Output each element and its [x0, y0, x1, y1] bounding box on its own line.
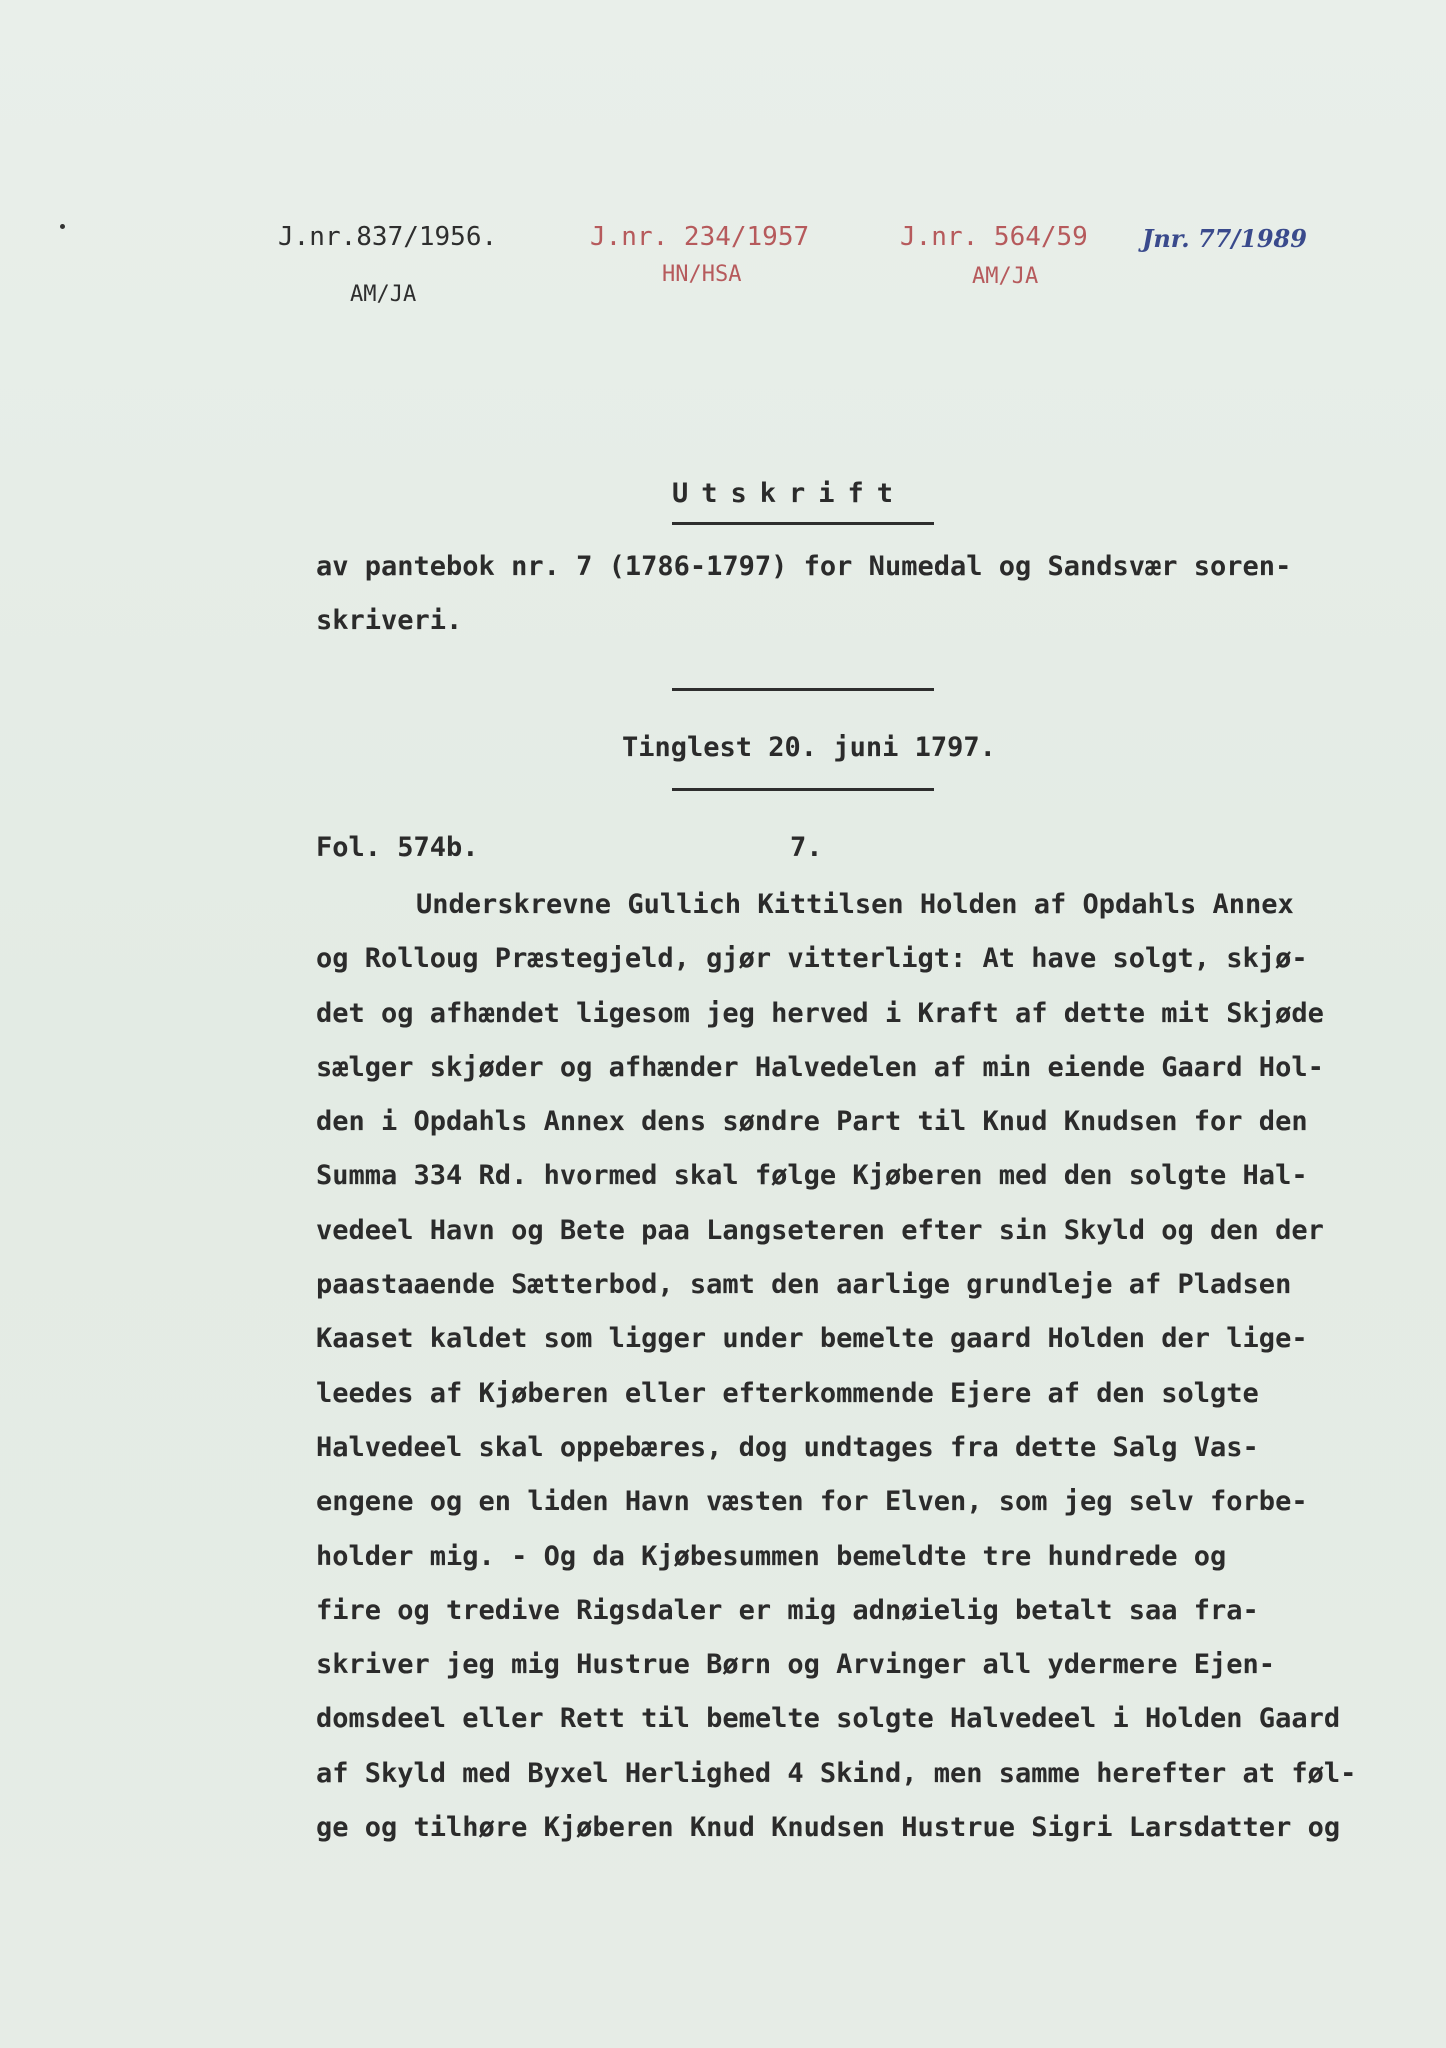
subtitle	[316, 540, 1386, 649]
text-line: den i Opdahls Annex dens søndre Part til Knud Knudsen for den	[316, 1106, 1308, 1138]
text-line: Halvedeel skal oppebæres, dog undtages fra dette Salg Vas-	[316, 1431, 1259, 1463]
text-line: holder mig. - Og da Kjøbesummen bemeldte tre hundrede og	[316, 1540, 1227, 1572]
text-line: Kaaset kaldet som ligger under bemelte gaard Holden der lige-	[316, 1323, 1308, 1355]
deed-text	[316, 878, 1386, 1855]
margin-mark	[60, 224, 65, 229]
journal-ref-1957-initials: HN/HSA	[662, 262, 742, 287]
text-line: af Skyld med Byxel Herlighed 4 Skind, men samme herefter at føl-	[316, 1757, 1357, 1789]
text-line: paastaaende Sætterbod, samt den aarlige grundleje af Pladsen	[316, 1269, 1292, 1301]
text-line: fire og tredive Rigsdaler er mig adnøielig betalt saa fra-	[316, 1594, 1259, 1626]
text-line: det og afhændet ligesom jeg herved i Kraft af dette mit Skjøde	[316, 997, 1324, 1029]
text-line: og Rolloug Præstegjeld, gjør vitterligt: At have solgt, skjø-	[316, 943, 1308, 975]
text-line: ge og tilhøre Kjøberen Knud Knudsen Hustrue Sigri Larsdatter og	[316, 1812, 1341, 1844]
text-line: engene og en liden Havn væsten for Elven, som jeg selv forbe-	[316, 1486, 1308, 1518]
divider-top	[672, 688, 934, 691]
folio-number: Fol. 574b.	[316, 832, 479, 863]
subtitle-line: skriveri.	[316, 605, 463, 637]
text-line: Summa 334 Rd. hvormed skal følge Kjøberen med den solgte Hal-	[316, 1160, 1308, 1192]
subtitle-line: av pantebok nr. 7 (1786-1797) for Numedal og Sandsvær soren-	[316, 551, 1292, 582]
registration-date: Tinglest 20. juni 1797.	[622, 732, 996, 763]
divider-bottom	[672, 788, 934, 791]
entry-number: 7.	[790, 832, 823, 863]
text-line: sælger skjøder og afhænder Halvedelen af min eiende Gaard Hol-	[316, 1051, 1324, 1083]
text-line: leedes af Kjøberen eller efterkommende Ejere af den solgte	[316, 1377, 1259, 1409]
text-line: Underskrevne Gullich Kittilsen Holden af Opdahls Annex	[416, 889, 1294, 920]
journal-ref-1957: J.nr. 234/1957	[590, 222, 810, 252]
text-line: skriver jeg mig Hustrue Børn og Arvinger all ydermere Ejen-	[316, 1649, 1276, 1681]
text-line: vedeel Havn og Bete paa Langseteren efter sin Skyld og den der	[316, 1214, 1324, 1246]
journal-ref-1956: J.nr.837/1956.	[278, 222, 498, 252]
journal-ref-1956-initials: AM/JA	[350, 282, 417, 307]
journal-ref-1959-initials: AM/JA	[972, 264, 1039, 289]
text-line: domsdeel eller Rett til bemelte solgte Halvedeel i Holden Gaard	[316, 1703, 1341, 1735]
journal-ref-1959: J.nr. 564/59	[900, 222, 1088, 252]
document-title: Utskrift	[672, 478, 907, 509]
title-underline	[672, 522, 934, 525]
journal-ref-1989-stamp: Jnr. 77/1989	[1142, 224, 1307, 253]
